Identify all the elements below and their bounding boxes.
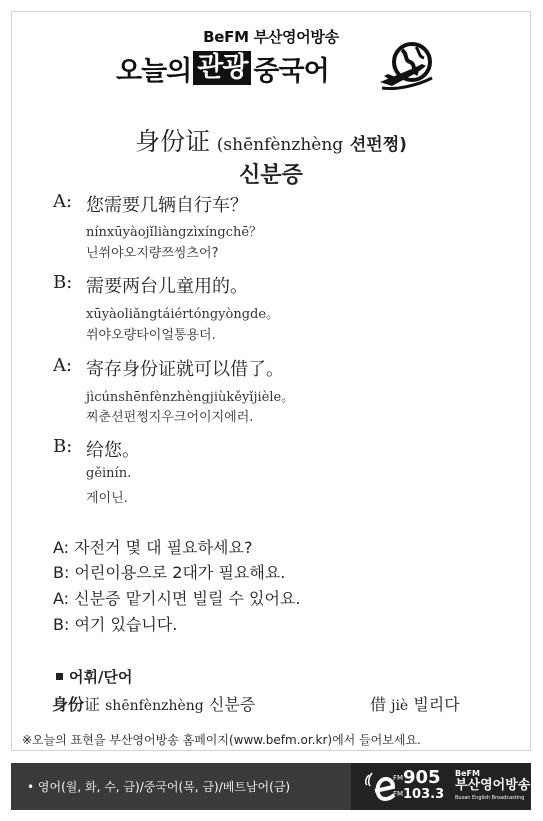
vocab-pinyin: jiè xyxy=(391,698,409,714)
dialogue-pinyin: xūyàoliǎngtáiértóngyòngde。 xyxy=(86,307,280,322)
dialogue-chinese: 需要两台儿童用的。 xyxy=(86,276,248,297)
vocab-item xyxy=(370,692,460,715)
dialogue-chinese: 给您。 xyxy=(86,440,140,461)
vocab-item xyxy=(52,692,255,715)
dialogue-korean-pron: 닌쒸야오지량쯔씽츠어? xyxy=(86,246,219,261)
vocab-hanzi-bold: 身份 xyxy=(52,695,85,714)
broadcast-schedule: • 영어(월, 화, 수, 금)/중국어(목, 금)/베트남어(금) xyxy=(27,780,291,794)
speaker-label: B: xyxy=(53,272,73,293)
title-hanzi: 身份证 xyxy=(135,127,211,156)
dialogue-pinyin: gěinín. xyxy=(86,466,132,481)
station-korean: 부산영어방송 xyxy=(455,778,531,793)
frequency-1033: 103.3 xyxy=(403,787,445,802)
korean-translation-line: A: 신분증 맡기시면 빌릴 수 있어요. xyxy=(53,589,301,608)
station-name xyxy=(455,769,530,802)
bullet-square-icon xyxy=(56,673,63,680)
vocab-korean: 신분증 xyxy=(208,695,256,714)
frequency-905: 905 xyxy=(403,767,441,788)
brand-small-title: BeFM 부산영어방송 xyxy=(203,28,339,46)
phrase-title xyxy=(12,122,530,158)
korean-translation-line: A: 자전거 몇 대 필요하세요? xyxy=(53,538,253,557)
station-logo xyxy=(351,763,531,810)
vocab-heading-text: 어휘/단어 xyxy=(69,668,133,686)
content-card xyxy=(11,11,531,751)
footer-bar xyxy=(11,763,531,810)
vocab-korean: 빌리다 xyxy=(413,695,460,714)
title-korean: 신분증 xyxy=(239,163,303,188)
footnote: ※오늘의 표현을 부산영어방송 홈페이지(www.befm.or.kr)에서 들어보세요. xyxy=(22,733,421,747)
vocab-hanzi: 证 xyxy=(84,695,101,714)
frequency xyxy=(403,769,444,802)
dialogue-chinese: 您需要几辆自行车？ xyxy=(86,195,248,216)
title-korean-pron: 션펀쩡) xyxy=(349,135,407,155)
station-small: BeFM xyxy=(455,769,480,778)
brand-main-highlight: 관광 xyxy=(193,51,251,85)
brand-main-post: 중국어 xyxy=(253,55,329,87)
vocab-hanzi: 借 xyxy=(370,695,387,714)
fm-label: FM xyxy=(393,774,404,782)
dialogue-pinyin: nínxūyàojǐliàngzìxíngchē？ xyxy=(86,225,263,240)
station-english: Busan English Broadcasting xyxy=(455,795,525,801)
dialogue-korean-pron: 쒸야오량타이얼통용더. xyxy=(86,328,216,343)
brand-main-title xyxy=(116,48,329,88)
title-pinyin: (shēnfènzhèng xyxy=(216,135,344,155)
brand-main-pre: 오늘의 xyxy=(116,55,192,87)
speaker-label: A: xyxy=(53,355,73,376)
dialogue-pinyin: jìcúnshēnfènzhèngjiùkěyǐjièle。 xyxy=(86,390,295,405)
dialogue-korean-pron: 게이닌. xyxy=(86,491,128,506)
speaker-label: A: xyxy=(53,191,73,212)
globe-airplane-icon xyxy=(378,38,438,92)
korean-translation-line: B: 어린이용으로 2대가 필요해요. xyxy=(53,563,286,582)
vocab-heading xyxy=(56,666,132,687)
vocab-pinyin: shēnfènzhèng xyxy=(105,698,204,714)
korean-translation-line: B: 여기 있습니다. xyxy=(53,615,178,634)
speaker-label: B: xyxy=(53,436,73,457)
dialogue-korean-pron: 찌춘션펀쩡지우크어이지에러. xyxy=(86,410,254,425)
dialogue-chinese: 寄存身份证就可以借了。 xyxy=(86,359,284,380)
fm-label: FM xyxy=(393,790,404,798)
